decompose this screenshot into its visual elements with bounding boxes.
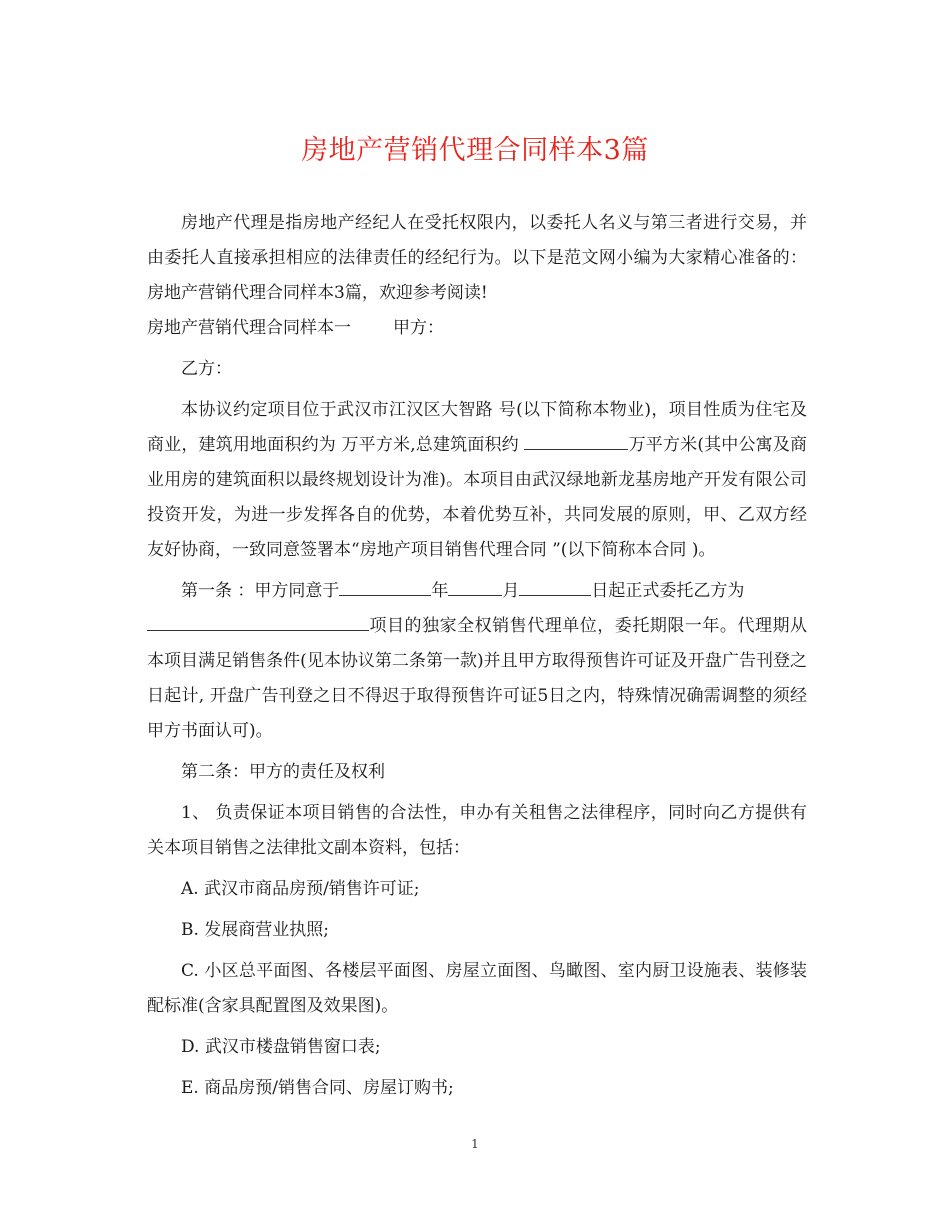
item-1-paragraph: 1、 负责保证本项目销售的合法性，申办有关租售之法律程序，同时向乙方提供有关本项目销售之法律批文副本资料，包括： — [147, 803, 807, 858]
year-blank — [339, 575, 431, 596]
list-item: C. 小区总平面图、各楼层平面图、房屋立面图、鸟瞰图、室内厨卫设施表、装修装配标准(含家具配置图及效果图)。 — [147, 961, 807, 1016]
article-2-heading: 第二条：甲方的责任及权利 — [181, 762, 385, 782]
document-body — [147, 206, 807, 1106]
agreement-text-2: (其中公寓及商业用房的建筑面积以最终规划设计为准)。本项目由武汉绿地新龙基房地产开发有限公司投资开发，为进一步发挥各自的优势，本着优势互补，共同发展的原则，甲、乙双方经友好协商，一致同意签署本“房地产项目销售代理合同 ”(以下简称本合同 )。 — [147, 435, 807, 560]
list-item: B. 发展商营业执照; — [181, 920, 330, 940]
article-1-day: 日起正式委托乙方为 — [591, 581, 745, 601]
sample-heading-row — [147, 311, 807, 346]
article-1-month: 月 — [502, 581, 520, 601]
sample-heading: 房地产营销代理合同样本一 — [147, 318, 351, 338]
article-1-body: 项目的独家全权销售代理单位，委托期限一年。代理期从本项目满足销售条件(见本协议第二条第一款)并且甲方取得预售许可证及开盘广告刊登之日起计, 开盘广告刊登之日不得迟于取得预售许可证5日之内，特殊情况确需调整的须经甲方书面认可)。 — [147, 616, 807, 741]
party-b-label: 乙方： — [181, 359, 232, 379]
total-area-blank — [524, 429, 628, 450]
page-number: 1 — [471, 1137, 479, 1151]
party-a-label: 甲方： — [393, 318, 444, 338]
project-name-blank — [147, 610, 369, 631]
article-1-lead: 第一条 ：甲方同意于 — [181, 581, 340, 601]
article-1-paragraph — [147, 574, 807, 749]
article-1-year: 年 — [431, 581, 449, 601]
list-item: A. 武汉市商品房预/销售许可证; — [181, 879, 420, 899]
agreement-text-1: 本协议约定项目位于武汉市江汉区大智路 号(以下简称本物业)，项目性质为住宅及商业，建筑用地面积约为 万平方米,总建筑面积约 — [147, 400, 807, 455]
list-item: D. 武汉市楼盘销售窗口表; — [181, 1037, 381, 1057]
intro-paragraph: 房地产代理是指房地产经纪人在受托权限内，以委托人名义与第三者进行交易，并由委托人直接承担相应的法律责任的经纪行为。以下是范文网小编为大家精心准备的：房地产营销代理合同样本3篇，欢迎参考阅读! — [147, 213, 807, 303]
document-title: 房地产营销代理合同样本3篇 — [301, 135, 649, 166]
agreement-unit: 万平方米 — [628, 435, 698, 455]
agreement-paragraph — [147, 393, 807, 568]
list-item: E. 商品房预/销售合同、房屋订购书; — [181, 1078, 454, 1098]
day-blank — [519, 575, 591, 596]
month-blank — [448, 575, 502, 596]
